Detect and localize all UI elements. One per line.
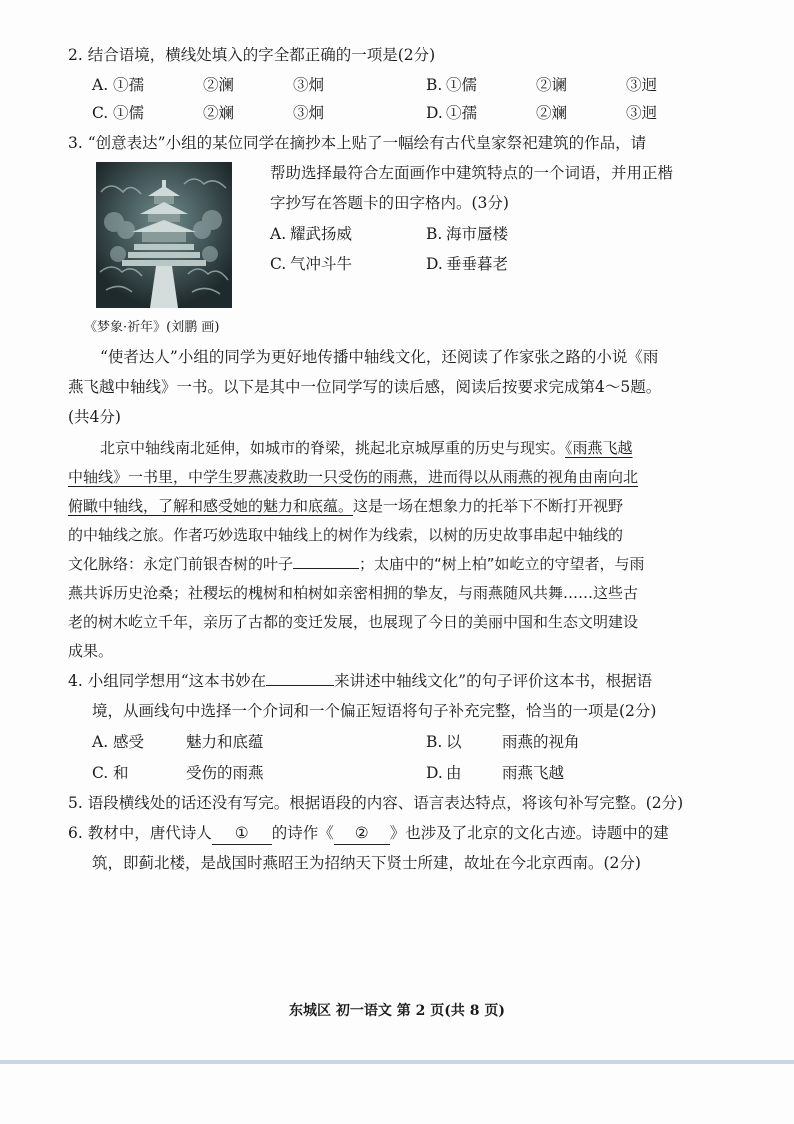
passage-line1-plain: 北京中轴线南北延伸，如城市的脊梁，挑起北京城厚重的历史与现实。 [100, 439, 566, 457]
q4-option-a-word: 感受 [113, 733, 145, 751]
passage-underlined-2: 中轴线》一书里，中学生罗燕凌救助一只受伤的雨燕，进而得以从雨燕的视角由南向北 [68, 468, 639, 486]
q2-option-a-2: ②澜 [203, 76, 235, 94]
passage-line3-plain: 这是一场在想象力的托举下不断打开视野 [353, 497, 624, 515]
q4-option-a-label: A. [92, 733, 109, 751]
q4-option-b-word: 以 [446, 733, 462, 751]
q4-option-d-phrase: 雨燕飞越 [502, 764, 565, 782]
q4-stem-end: 来讲述中轴线文化”的句子评价这本书，根据语 [334, 672, 653, 690]
q2-option-b-2: ②谰 [536, 76, 568, 94]
passage-underlined-3: 俯瞰中轴线，了解和感受她的魅力和底蕴。 [68, 497, 354, 515]
q4-stem-line2: 境，从画线句中选择一个介词和一个偏正短语将句子补充完整，恰当的一项是(2分) [92, 702, 657, 720]
painting-image [96, 162, 232, 308]
q6-stem-mid: 的诗作《 [271, 824, 334, 842]
q4-stem-start: 4. 小组同学想用“这本书妙在 [68, 672, 267, 690]
passage-line4: 的中轴线之旅。作者巧妙选取中轴线上的树作为线索，以树的历史故事串起中轴线的 [68, 526, 624, 544]
q4-option-b-phrase: 雨燕的视角 [502, 733, 580, 751]
q3-option-c-label: C. [270, 255, 287, 273]
q2-option-b-label: B. [426, 76, 443, 94]
q3-option-b-label: B. [426, 225, 443, 243]
scan-edge-strip [0, 1060, 794, 1064]
passage-line5 [68, 553, 645, 575]
passage-line3 [68, 495, 623, 517]
q2-option-d-1: ①孺 [446, 104, 478, 122]
q2-option-a-1: ①孺 [113, 76, 145, 94]
q6-stem-line1 [68, 822, 669, 845]
q2-option-b-1: ①儒 [446, 76, 478, 94]
painting-caption: 《梦象·祈年》(刘鹏 画) [84, 320, 220, 335]
q3-option-d-label: D. [426, 255, 443, 273]
q4-fill-blank[interactable] [266, 670, 334, 686]
q3-stem-line2: 帮助选择最符合左面画作中建筑特点的一个词语，并用正楷 [270, 164, 674, 182]
q2-option-d-3: ③迥 [626, 104, 658, 122]
q2-option-d-label: D. [426, 104, 443, 122]
passage-line5-end: ；太庙中的“树上柏”如屹立的守望者，与雨 [359, 555, 645, 573]
q3-stem-line3: 字抄写在答题卡的田字格内。(3分) [270, 194, 509, 212]
q4-option-d-label: D. [426, 764, 443, 782]
passage-fill-blank[interactable] [293, 553, 359, 569]
q4-option-b-label: B. [426, 733, 443, 751]
q2-option-d-2: ②斓 [536, 104, 568, 122]
q6-stem-start: 6. 教材中，唐代诗人 [68, 824, 212, 842]
q3-option-a-text: 耀武扬威 [290, 225, 353, 243]
q3-stem-line1: 3. “创意表达”小组的某位同学在摘抄本上贴了一幅绘有古代皇家祭祀建筑的作品，请 [68, 134, 647, 152]
intro-line3: (共4分) [68, 408, 121, 426]
q2-option-c-1: ①儒 [113, 104, 145, 122]
q3-option-c-text: 气冲斗牛 [290, 255, 353, 273]
q4-option-d-word: 由 [446, 764, 462, 782]
passage-line5-start: 文化脉络：永定门前银杏树的叶子 [68, 555, 294, 573]
q2-option-c-2: ②斓 [203, 104, 235, 122]
q2-option-c-3: ③炯 [293, 104, 325, 122]
intro-line2: 燕飞越中轴线》一书。以下是其中一位同学写的读后感，阅读后按要求完成第4～5题。 [68, 378, 662, 396]
q3-option-a-label: A. [270, 225, 287, 243]
q4-option-c-label: C. [92, 764, 109, 782]
q6-blank-2[interactable]: ② [334, 822, 390, 845]
q2-stem: 2. 结合语境，横线处填入的字全都正确的一项是(2分) [68, 46, 436, 64]
q2-option-c-label: C. [92, 104, 109, 122]
q2-option-a-label: A. [92, 76, 109, 94]
passage-line1 [100, 437, 633, 459]
q6-stem-end: 》也涉及了北京的文化古迹。诗题中的建 [389, 824, 669, 842]
passage-underlined-1: 《雨燕飞越 [565, 439, 633, 457]
q2-option-b-3: ③迥 [626, 76, 658, 94]
q4-option-c-word: 和 [113, 764, 129, 782]
q6-stem-line2: 筑，即蓟北楼，是战国时燕昭王为招纳天下贤士所建，故址在今北京西南。(2分) [92, 854, 641, 872]
intro-line1: “使者达人”小组的同学为更好地传播中轴线文化，还阅读了作家张之路的小说《雨 [100, 348, 659, 366]
q4-stem-line1 [68, 670, 652, 692]
passage-line6: 燕共诉历史沧桑；社稷坛的槐树和柏树如亲密相拥的挚友，与雨燕随风共舞……这些古 [68, 584, 639, 602]
passage-line7: 老的树木屹立千年，亲历了古都的变迁发展，也展现了今日的美丽中国和生态文明建设 [68, 613, 639, 631]
q6-blank-1[interactable]: ① [212, 822, 272, 845]
passage-line8: 成果。 [68, 642, 114, 660]
q3-option-d-text: 垂垂暮老 [446, 255, 509, 273]
q4-option-a-phrase: 魅力和底蕴 [186, 733, 264, 751]
q3-option-b-text: 海市蜃楼 [446, 225, 509, 243]
q2-option-a-3: ③炯 [293, 76, 325, 94]
page-footer: 东城区 初一语文 第 2 页(共 8 页) [289, 1003, 505, 1019]
q5-stem: 5. 语段横线处的话还没有写完。根据语段的内容、语言表达特点，将该句补写完整。(2分) [68, 794, 684, 812]
temple-of-heaven-illustration [96, 162, 232, 308]
q4-option-c-phrase: 受伤的雨燕 [186, 764, 264, 782]
